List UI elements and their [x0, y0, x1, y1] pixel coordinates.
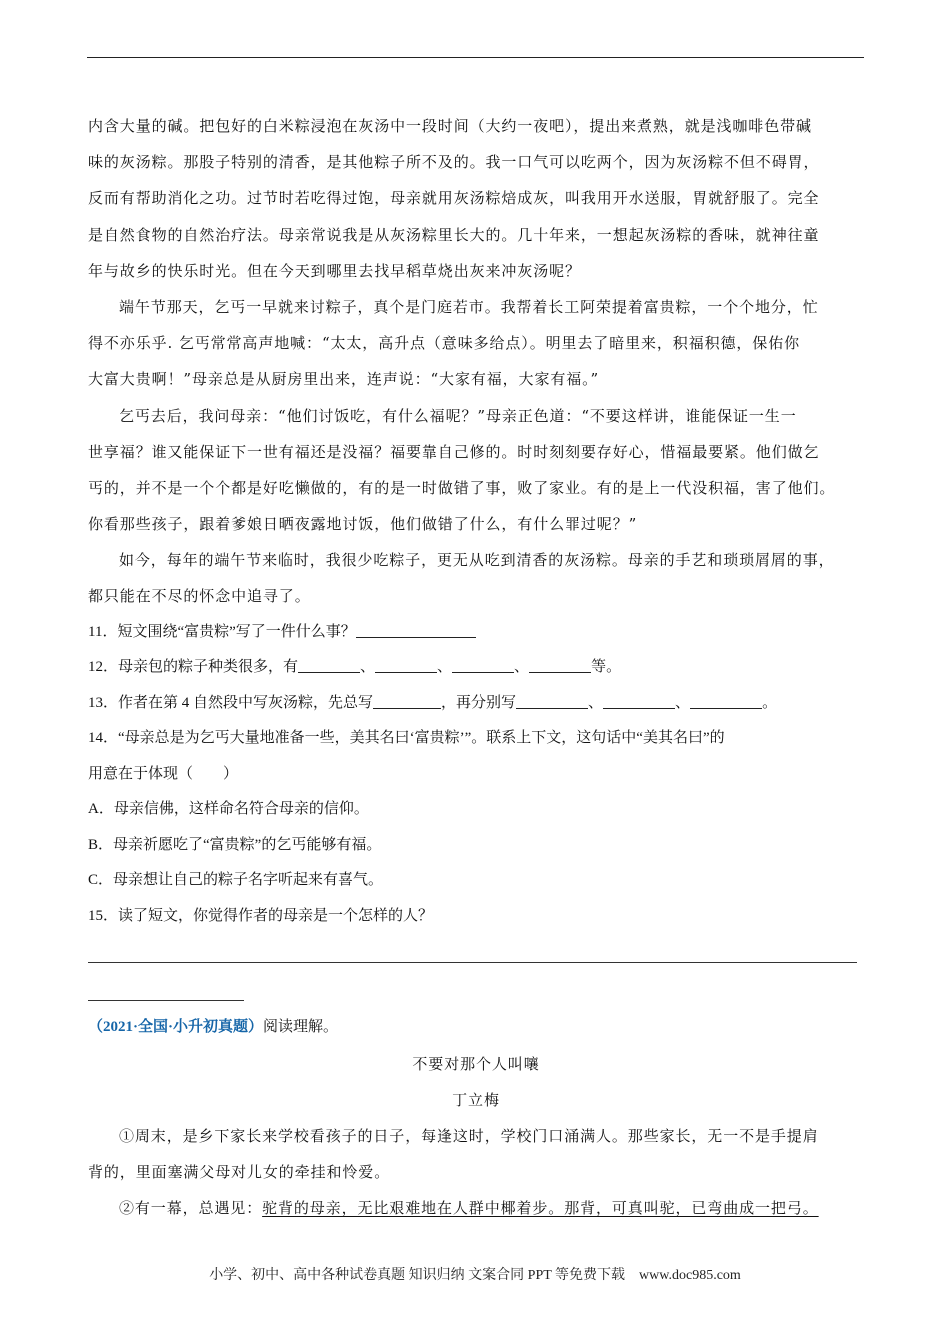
answer-blank[interactable] [529, 658, 591, 673]
question-14: 14．“母亲总是为乞丐大量地准备一些，美其名曰‘富贵粽’”。联系上下文，这句话中“美其名曰”的 [88, 730, 725, 747]
passage [88, 108, 864, 934]
answer-line[interactable] [88, 1000, 244, 1001]
question-14-line2: 用意在于体现（ ） [88, 765, 239, 782]
answer-blank[interactable] [356, 623, 476, 638]
passage-line: 味的灰汤粽。那股子特别的清香，是其他粽子所不及的。我一口气可以吃两个，因为灰汤粽不但不碍胃， [88, 153, 820, 172]
page-footer: 小学、初中、高中各种试卷真题 知识归纳 文案合同 PPT 等免费下载 www.doc985.com [209, 1268, 741, 1283]
answer-blank[interactable] [298, 658, 360, 673]
option-b[interactable]: B．母亲祈愿吃了“富贵粽”的乞丐能够有福。 [88, 836, 382, 853]
answer-blank[interactable] [373, 694, 441, 709]
passage-line: 是自然食物的自然治疗法。母亲常说我是从灰汤粽里长大的。几十年来，一想起灰汤粽的香味，就神往童 [88, 225, 820, 244]
answer-blank[interactable] [375, 658, 437, 673]
passage-line: 乞丐去后，我问母亲：“他们讨饭吃，有什么福呢？”母亲正色道：“不要这样讲，谁能保证一生一 [119, 406, 797, 425]
paragraph-2: ②有一幕，总遇见：驼背的母亲，无比艰难地在人群中椰着步。那背，可真叫驼，已弯曲成一把弓。 [119, 1199, 819, 1218]
option-a[interactable]: A．母亲信佛，这样命名符合母亲的信仰。 [88, 801, 369, 818]
article-author: 丁立梅 [452, 1090, 500, 1109]
option-c[interactable]: C．母亲想让自己的粽子名字听起来有喜气。 [88, 872, 384, 889]
article-title: 不要对那个人叫嚷 [412, 1054, 540, 1073]
question-13: 13．作者在第 4 自然段中写灰汤粽，先总写 ，再分别写 、 、 。 [88, 694, 778, 711]
passage-line: 反而有帮助消化之功。过节时若吃得过饱，母亲就用灰汤粽焙成灰，叫我用开水送服，胃就舒服了。完全 [88, 189, 820, 208]
passage-line: 大富大贵啊！”母亲总是从厨房里出来，连声说：“大家有福，大家有福。” [88, 370, 600, 389]
passage-line: 如今，每年的端午节来临时，我很少吃粽子，更无从吃到清香的灰汤粽。母亲的手艺和琐琐屑屑的事， [119, 551, 835, 570]
passage-line: 得不亦乐乎. 乞丐常常高声地喊：“太太，高升点（意味多给点）。明里去了暗里来，积福积德，保佑你 [88, 334, 801, 353]
passage-line: 内含大量的碱。把包好的白米粽浸泡在灰汤中一段时间（大约一夜吧），提出来煮熟，就是浅咖啡色带碱 [88, 117, 812, 135]
passage-line: 年与故乡的快乐时光。但在今天到哪里去找早稻草烧出灰来冲灰汤呢？ [88, 261, 581, 280]
passage-line: 世享福？谁又能保证下一世有福还是没福？福要靠自己修的。时时刻刻要存好心，惜福最要紧。他们做乞 [88, 442, 820, 461]
passage-line: 都只能在不尽的怀念中追寻了。 [88, 587, 311, 606]
question-11: 11．短文围绕“富贵粽”写了一件什么事？ [88, 615, 864, 651]
passage-line: 丐的，并不是一个个都是好吃懒做的，有的是一时做错了事，败了家业。有的是上一代没积福，害了他们。 [88, 478, 836, 497]
answer-blank[interactable] [603, 694, 675, 709]
question-12: 12．母亲包的粽子种类很多，有 、 、 、 等。 [88, 659, 622, 676]
answer-blank[interactable] [690, 694, 762, 709]
paragraph-1: ①周末，是乡下家长来学校看孩子的日子，每逢这时，学校门口涌满人。那些家长，无一不是手提肩 [119, 1126, 819, 1145]
underlined-sentence: 驼背的母亲，无比艰难地在人群中椰着步。那背，可真叫驼，已弯曲成一把弓。 [262, 1199, 819, 1218]
reading-section-2 [88, 1010, 864, 1226]
answer-blank[interactable] [452, 658, 514, 673]
section-heading: （2021·全国·小升初真题）阅读理解。 [88, 1019, 339, 1035]
passage-line: 端午节那天，乞丐一早就来讨粽子，真个是门庭若市。我帮着长工阿荣提着富贵粽，一个个地分，忙 [119, 297, 819, 316]
passage-line: 你看那些孩子，跟着爹娘日晒夜露地讨饭，他们做错了什么，有什么罪过呢？” [88, 515, 638, 534]
answer-line[interactable] [88, 962, 857, 963]
question-15: 15．读了短文，你觉得作者的母亲是一个怎样的人？ [88, 907, 434, 924]
answer-blank[interactable] [516, 694, 588, 709]
source-tag: （2021·全国·小升初真题） [88, 1019, 264, 1035]
paragraph-1-cont: 背的，里面塞满父母对儿女的牵挂和怜爱。 [88, 1163, 391, 1182]
header-rule [87, 57, 864, 58]
